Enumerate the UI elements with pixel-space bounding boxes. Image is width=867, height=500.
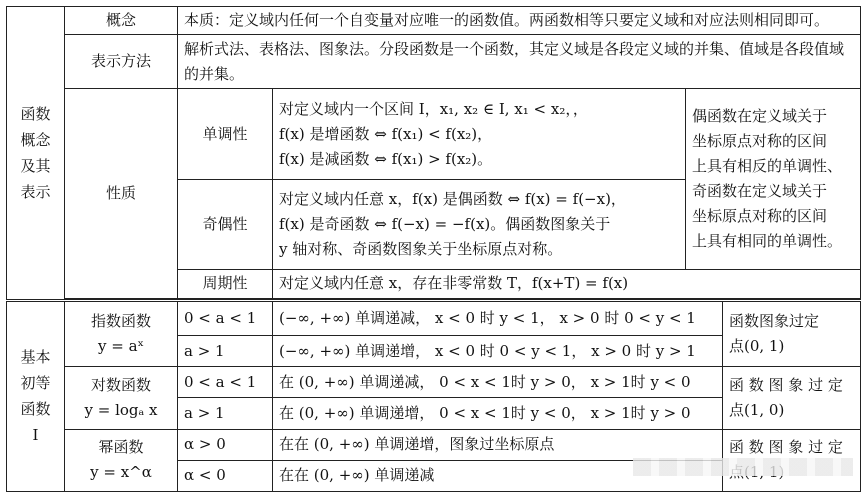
power-cond-2: α < 0 — [178, 460, 273, 491]
parity-monotonic-note: 偶函数在定义域关于 坐标原点对称的区间 上具有相反的单调性、 奇函数在定义域关于 坐标原点对称的区间 上具有相同的单调性。 — [686, 89, 861, 270]
section2-label: 基本 初等 函数 Ⅰ — [7, 300, 65, 491]
representation-label: 表示方法 — [65, 35, 178, 89]
log-cond-1: 0 < a < 1 — [178, 367, 273, 398]
exponential-function-label: 指数函数 y = aˣ — [65, 300, 178, 366]
power-desc-2: 在在 (0, +∞) 单调递减 — [273, 460, 723, 491]
function-summary-table — [6, 6, 860, 492]
exp-cond-1: 0 < a < 1 — [178, 300, 273, 335]
power-note: 函 数 图 象 过 定 — [723, 429, 861, 491]
log-cond-2: a > 1 — [178, 398, 273, 429]
power-function-label: 幂函数 y = x^α — [65, 429, 178, 491]
power-desc-1: 在在 (0, +∞) 单调递增，图象过坐标原点 — [273, 429, 723, 460]
concept-text: 本质：定义域内任何一个自变量对应唯一的函数值。两函数相等只要定义域和对应法则相同即可。 — [178, 7, 861, 35]
exp-desc-2: (−∞, +∞) 单调递增， x < 0 时 0 < y < 1， x > 0 时 y > 1 — [273, 336, 723, 367]
monotonic-text: 对定义域内一个区间 I，x₁, x₂ ∈ I, x₁ < x₂，， f(x) 是增函数 ⇔ f(x₁) < f(x₂)， f(x) 是减函数 ⇔ f(x₁) > f(x₂)。 — [273, 89, 686, 180]
power-cond-1: α > 0 — [178, 429, 273, 460]
log-desc-1: 在 (0, +∞) 单调递减， 0 < x < 1时 y > 0， x > 1时 y < 0 — [273, 367, 723, 398]
log-note: 函 数 图 象 过 定 点(1, 0) — [723, 367, 861, 429]
log-desc-2: 在 (0, +∞) 单调递增， 0 < x < 1时 y < 0， x > 1时 y > 0 — [273, 398, 723, 429]
periodic-label: 周期性 — [178, 269, 273, 298]
parity-text: 对定义域内任意 x，f(x) 是偶函数 ⇔ f(x) = f(−x)， f(x) 是奇函数 ⇔ f(−x) = −f(x)。偶函数图象关于 y 轴对称、奇函数图象关于坐标原点对称。 — [273, 180, 686, 269]
blurred-watermark — [633, 458, 853, 476]
representation-text: 解析式法、表格法、图象法。分段函数是一个函数，其定义域是各段定义域的并集、值域是各段值域的并集。 — [178, 35, 861, 89]
concept-label: 概念 — [65, 7, 178, 35]
exp-desc-1: (−∞, +∞) 单调递减， x < 0 时 y < 1， x > 0 时 0 < y < 1 — [273, 300, 723, 335]
section1-label: 函数 概念 及其 表示 — [7, 7, 65, 301]
log-function-label: 对数函数 y = logₐ x — [65, 367, 178, 429]
properties-label: 性质 — [65, 89, 178, 299]
exp-note: 函数图象过定 点(0, 1) — [723, 300, 861, 366]
monotonic-label: 单调性 — [178, 89, 273, 180]
periodic-text: 对定义域内任意 x，存在非零常数 T，f(x+T) = f(x) — [273, 269, 861, 298]
parity-label: 奇偶性 — [178, 180, 273, 269]
exp-cond-2: a > 1 — [178, 336, 273, 367]
